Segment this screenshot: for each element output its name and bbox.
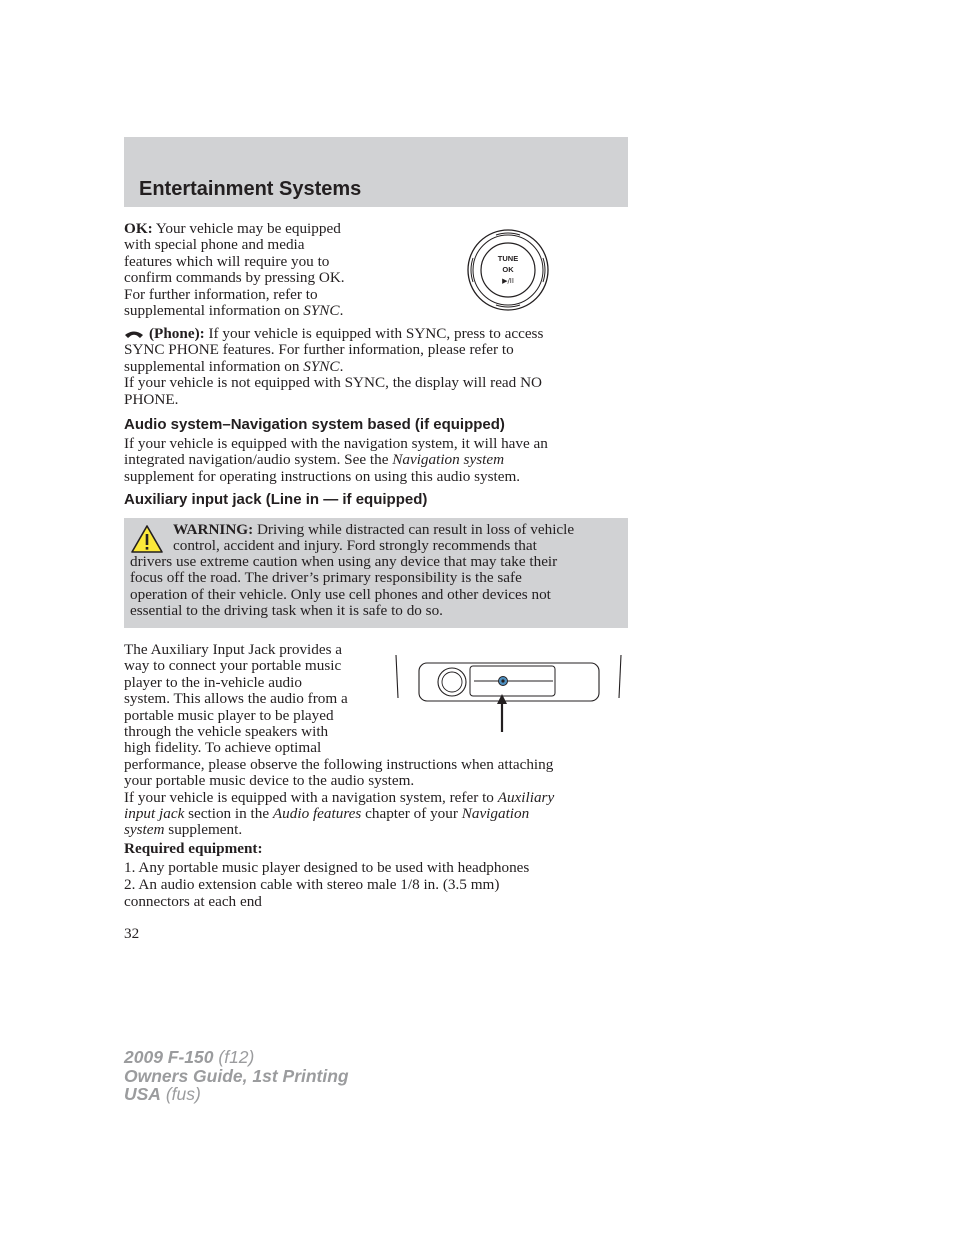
aux-jack-illustration — [394, 652, 624, 736]
aux-input-heading: Auxiliary input jack (Line in — if equipped) — [124, 491, 428, 508]
tune-ok-knob-illustration — [466, 228, 550, 312]
phone-icon — [124, 329, 144, 341]
aux-input-paragraph: The Auxiliary Input Jack provides a way to connect your portable music player to the in-vehicle audio system. This allows the audio from a portable music player to be played through the vehicle speakers with high fidelity. To achieve optimal performance, please observe the following instructions when attaching your portable music device to the audio system. If your vehicle is equipped with a navigation system, refer to Auxiliary input jack section in the Audio features chapter of your Navigation system supplement. — [124, 641, 555, 839]
chapter-title: Entertainment Systems — [139, 178, 362, 200]
chapter-header-band — [124, 137, 628, 207]
knob-ok-label: OK — [502, 265, 514, 274]
warning-triangle-icon — [130, 524, 164, 554]
warning-text-top: WARNING: Driving while distracted can result in loss of vehicle control, accident and injury. Ford strongly recommends that — [173, 521, 575, 555]
ok-label: OK: — [124, 220, 153, 237]
nav-audio-paragraph: If your vehicle is equipped with the navigation system, it will have an integrated navigation/audio system. See the Navigation system supplement for operating instructions on using this audio system. — [124, 435, 548, 485]
print-footer: 2009 F-150 (f12) Owners Guide, 1st Printing USA (fus) — [124, 1047, 349, 1104]
required-equipment-label: Required equipment: — [124, 840, 263, 857]
list-item: 2. An audio extension cable with stereo male 1/8 in. (3.5 mm) — [124, 876, 500, 894]
knob-tune-label: TUNE — [497, 254, 519, 263]
warning-box — [124, 518, 628, 628]
phone-paragraph: (Phone): If your vehicle is equipped with SYNC, press to access SYNC PHONE features. For further information, please refer to supplemental information on SYNC. If your vehicle is not equipped with SYNC, the display will read NO PHONE. — [124, 325, 544, 408]
knob-play-pause-label: ▶/II — [502, 277, 514, 285]
phone-label: (Phone): — [149, 325, 205, 342]
warning-label: WARNING: — [173, 521, 254, 538]
required-equipment-list: 1. Any portable music player designed to be used with headphones 2. An audio extension cable with stereo male 1/8 in. (3.5 mm) connectors at each end — [124, 859, 530, 910]
nav-audio-heading: Audio system–Navigation system based (if equipped) — [124, 416, 505, 433]
ok-paragraph: OK: Your vehicle may be equipped with special phone and media features which will require you to confirm commands by pressing OK. For further information, refer to supplemental information on SYNC. — [124, 220, 345, 320]
warning-text-body: drivers use extreme caution when using any device that may take their focus off the road. The driver’s primary responsibility is the safe operation of their vehicle. Only use cell phones and other devices not essential to the driving task when it is safe to do so. — [130, 553, 558, 620]
page-number: 32 — [124, 925, 140, 942]
list-item: 1. Any portable music player designed to be used with headphones — [124, 859, 530, 876]
